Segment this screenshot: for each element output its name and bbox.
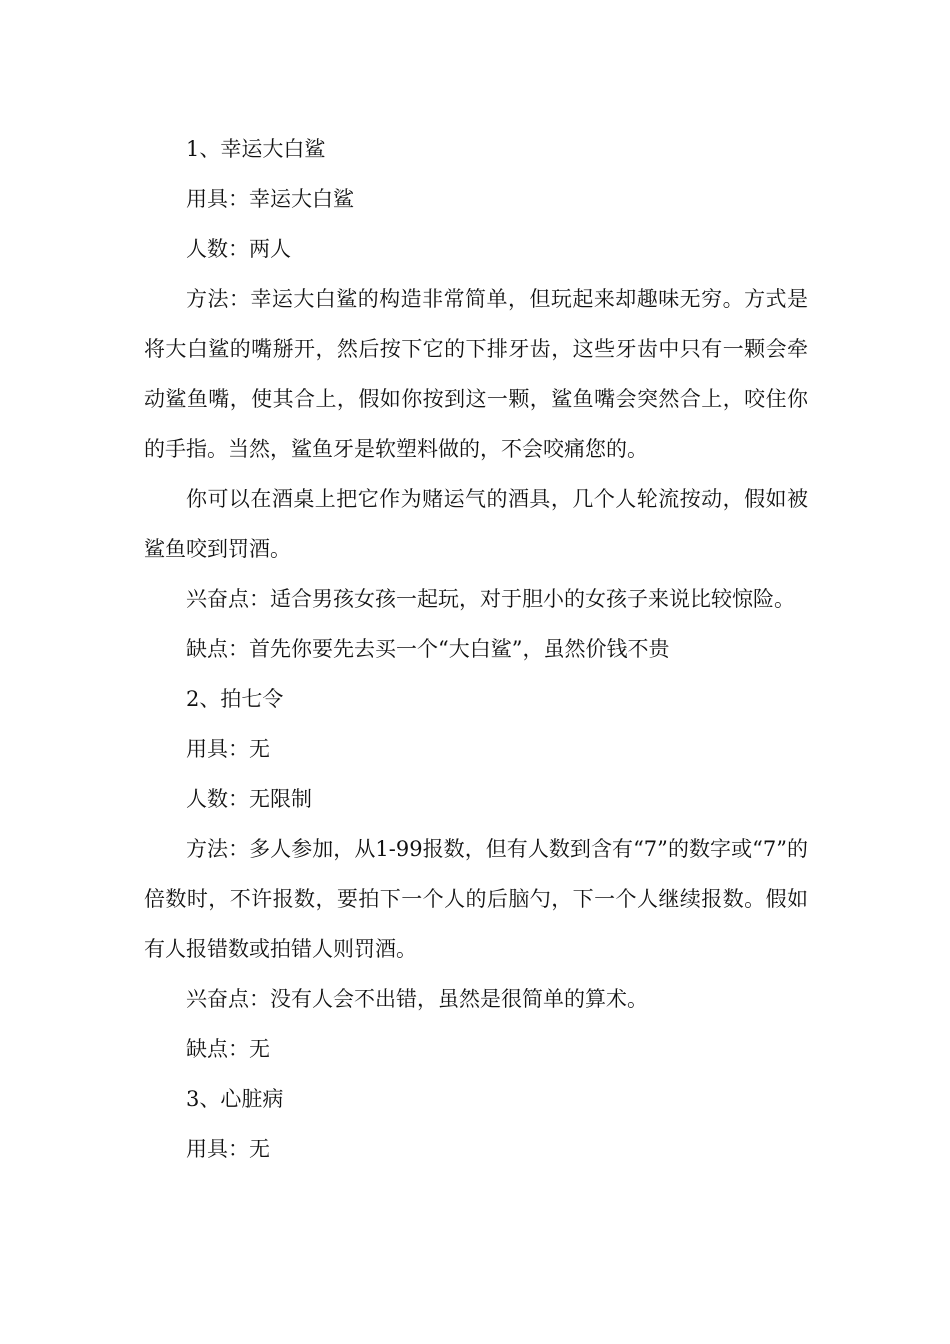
method-paragraph: 方法：多人参加，从1-99报数，但有人数到含有“7”的数字或“7”的倍数时，不许报数，要拍下一个人的后脑勺，下一个人继续报数。假如有人报错数或拍错人则罚酒。 (144, 837, 808, 961)
tools-line: 用具：无 (186, 737, 270, 761)
players-line: 人数：无限制 (186, 787, 312, 811)
tools-line: 用具：无 (186, 1137, 270, 1161)
method-paragraph: 方法：幸运大白鲨的构造非常简单，但玩起来却趣味无穷。方式是将大白鲨的嘴掰开，然后按下它的下排牙齿，这些牙齿中只有一颗会牵动鲨鱼嘴，使其合上，假如你按到这一颗，鲨鱼嘴会突然合上，咬住你的手指。当然，鲨鱼牙是软塑料做的，不会咬痛您的。 (144, 287, 808, 461)
players-line: 人数：两人 (186, 237, 291, 261)
section-heading-heart-attack: 3、心脏病 (186, 1087, 284, 1111)
tools-line: 用具：幸运大白鲨 (186, 187, 354, 211)
usage-paragraph: 你可以在酒桌上把它作为赌运气的酒具，几个人轮流按动，假如被鲨鱼咬到罚酒。 (144, 487, 808, 561)
excitement-line: 兴奋点：适合男孩女孩一起玩，对于胆小的女孩子来说比较惊险。 (186, 587, 795, 611)
drawback-line: 缺点：首先你要先去买一个“大白鲨”，虽然价钱不贵 (186, 637, 670, 661)
drawback-line: 缺点：无 (186, 1037, 270, 1061)
excitement-line: 兴奋点：没有人会不出错，虽然是很简单的算术。 (186, 987, 648, 1011)
section-heading-clap-seven: 2、拍七令 (186, 687, 284, 711)
section-heading-lucky-shark: 1、幸运大白鲨 (186, 137, 326, 161)
document-body (144, 124, 808, 1174)
